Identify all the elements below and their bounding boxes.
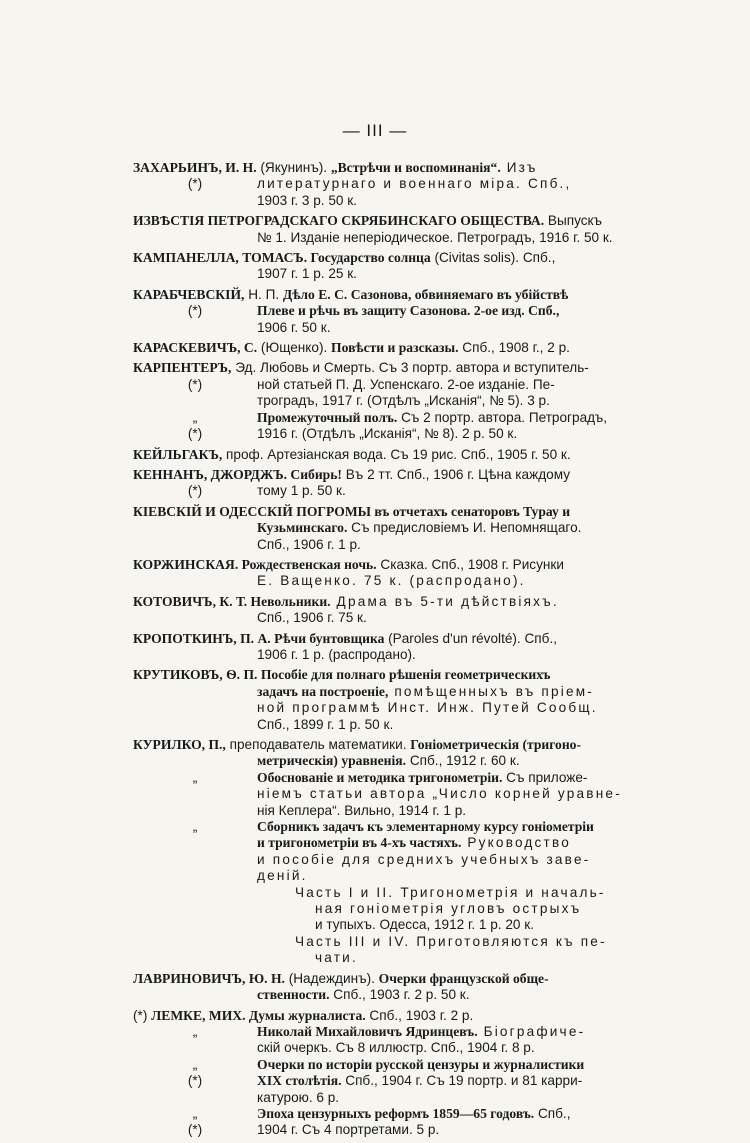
entry-text: 1906 г. 50 к.: [257, 319, 331, 335]
entry-author: ЛЕМКЕ, МИХ.: [151, 1007, 246, 1023]
entry-text: тому 1 р. 50 к.: [257, 483, 346, 499]
ditto-marker: „: [192, 819, 198, 835]
entry-text: нія Кеплера“. Вильно, 1914 г. 1 р.: [257, 802, 467, 818]
entry-title: Пособіе для полнаго рѣшенія геометрическихъ: [257, 667, 551, 683]
entry-title: задачъ на построеніе,: [257, 683, 389, 699]
entry-title: Обоснованіе и методика тригонометріи.: [257, 769, 503, 785]
entry-author: КОРЖИНСКАЯ.: [133, 556, 239, 572]
entry-text: Съ 2 портр. автора. Петроградъ,: [397, 409, 608, 425]
entry-part: Часть III и IV. Приготовляются къ пе-: [295, 933, 607, 949]
entry-author: КАРАБЧЕВСКІЙ,: [133, 286, 245, 302]
entry-text: Съ приложе-: [502, 769, 588, 785]
asterisk-marker: (*): [187, 1122, 203, 1138]
entry-text: Біографиче-: [477, 1023, 586, 1039]
entry-title: метрическія) уравненія.: [257, 753, 407, 769]
entry-author: ЗАХАРЬИНЪ, И. Н.: [133, 160, 257, 175]
entry-text: Выпускъ: [544, 213, 603, 229]
list-item: [133, 667, 615, 733]
entry-author: КРОПОТКИНЪ, П. А.: [133, 630, 271, 646]
ditto-marker: „: [192, 1023, 198, 1039]
entry-author: КАРАСКЕВИЧЪ, С.: [133, 340, 258, 356]
entry-title: Кузьминскаго.: [257, 520, 348, 536]
entry-text: преподаватель математики.: [225, 737, 411, 752]
entry-text: № 1. Изданіе неперіодическое. Петроградъ, 1916 г. 50 к.: [257, 229, 613, 245]
entry-text: катурою. 6 р.: [257, 1089, 340, 1105]
entry-text: Спб., 1899 г. 1 р. 50 к.: [257, 716, 394, 732]
entry-text: 1906 г. 1 р. (распродано).: [257, 646, 416, 662]
entry-author: ЛАВРИНОВИЧЪ, Ю. Н.: [133, 970, 285, 986]
entry-title: въ отчетахъ сенаторовъ Турау и: [371, 503, 571, 519]
entry-title: „Встрѣчи и воспоминанія“.: [330, 160, 501, 175]
entry-title: Повѣсти и разсказы.: [331, 340, 459, 356]
asterisk-marker: (*): [187, 1073, 203, 1089]
entry-text: 1904 г. Съ 4 портретами. 5 р.: [257, 1122, 440, 1138]
list-item: [133, 467, 615, 500]
list-item: [133, 360, 615, 442]
entry-text: Спб., 1903 г. 2 р.: [365, 1007, 474, 1023]
entry-text: (Ющенко).: [257, 340, 332, 356]
entry-title: Очерки по исторіи русской цензуры и журналистики: [257, 1056, 585, 1072]
entry-text: Сказка. Спб., 1908 г. Рисунки: [376, 556, 564, 572]
entry-title: Рождественская ночь.: [238, 556, 377, 572]
entry-text: 1916 г. (Отдѣлъ „Исканія“, № 8). 2 р. 50 к.: [257, 426, 518, 442]
entry-part: ная гоніометрія угловъ острыхъ: [315, 901, 582, 917]
list-item: [133, 971, 615, 1004]
asterisk-marker: (*): [133, 1007, 152, 1023]
entry-title: Николай Михайловичъ Ядринцевъ.: [257, 1023, 478, 1039]
entry-author: КРУТИКОВЪ, Ѳ. П.: [133, 667, 258, 683]
entry-part: Часть I и II. Тригонометрія и началь-: [295, 884, 606, 900]
ditto-marker: „: [192, 1056, 198, 1072]
entry-text: Спб., 1908 г., 2 р.: [458, 340, 570, 356]
entry-title: Промежуточный полъ.: [257, 409, 398, 425]
list-item: [133, 631, 615, 664]
entry-text: Спб., 1904 г. Съ 19 портр. и 81 карри-: [341, 1073, 583, 1089]
entry-title: Рѣчи бунтовщика: [270, 630, 385, 646]
list-item: [133, 557, 615, 590]
entry-text: деній.: [257, 868, 308, 884]
entry-author: ИЗВѢСТІЯ ПЕТРОГРАДСКАГО СКРЯБИНСКАГО ОБЩЕСТВА.: [133, 213, 545, 229]
list-item: [133, 287, 615, 336]
entry-author: КУРИЛКО, П.,: [133, 737, 226, 752]
entry-text: Спб., 1906 г. 75 к.: [257, 610, 367, 626]
entry-author: КЕННАНЪ, ДЖОРДЖЪ.: [133, 466, 287, 482]
entry-text: (Надеждинъ).: [284, 970, 379, 986]
entry-text: Драма въ 5-ти дѣйствіяхъ.: [330, 593, 559, 609]
list-item: [133, 160, 615, 209]
entry-text: Н. П.: [244, 286, 283, 302]
entry-title: Плеве и рѣчь въ защиту Сазонова.: [257, 303, 471, 319]
entry-title: Государство солнца: [307, 250, 431, 266]
entry-part: чати.: [315, 950, 358, 966]
entry-title: Сибирь!: [287, 466, 342, 482]
list-item: [133, 1008, 615, 1139]
entry-text: Руководство: [461, 835, 572, 851]
asterisk-marker: (*): [187, 376, 203, 392]
entry-author: КІЕВСКІЙ И ОДЕССКІЙ ПОГРОМЫ: [133, 503, 372, 519]
entry-text: Съ предисловіемъ И. Непомнящаго.: [347, 520, 582, 536]
entry-text: 1903 г. 3 р. 50 к.: [257, 192, 357, 208]
entry-author: КАМПАНЕЛЛА, ТОМАСЪ.: [133, 250, 308, 266]
entry-text: Спб., 1912 г. 60 к.: [406, 753, 520, 769]
page-number: — III —: [342, 121, 408, 140]
entry-text: (Якунинъ).: [256, 160, 331, 175]
asterisk-marker: (*): [187, 176, 203, 192]
list-item: [133, 447, 615, 463]
entry-author: КАРПЕНТЕРЪ,: [133, 360, 232, 376]
entry-title: ственности.: [257, 987, 330, 1003]
entry-text: Е. Ващенко. 75 к. (распродано).: [257, 573, 526, 589]
ditto-marker: „: [192, 1105, 198, 1121]
entry-text: Спб., 1903 г. 2 р. 50 к.: [329, 987, 470, 1003]
entry-title: Дѣло Е. С. Сазонова, обвиняемаго въ убійствѣ: [282, 286, 569, 302]
entry-title: Думы журналиста.: [245, 1007, 366, 1023]
asterisk-marker: (*): [187, 483, 203, 499]
entry-text: 1907 г. 1 р. 25 к.: [257, 266, 357, 282]
entry-text: троградъ, 1917 г. (Отдѣлъ „Исканія“, № 5). 3 р.: [257, 393, 550, 409]
entry-text: ной статьей П. Д. Успенскаго. 2-ое изданіе. Пе-: [257, 376, 555, 392]
entry-text: ной программѣ Инст. Инж. Путей Сообщ.: [257, 700, 598, 716]
entry-text: 2-ое изд. Спб.,: [470, 303, 560, 319]
entry-text: (Paroles d'un révolté). Спб.,: [384, 630, 557, 646]
list-item: [133, 340, 615, 356]
entry-title: Сборникъ задачъ къ элементарному курсу гоніометріи: [257, 819, 594, 835]
entry-text: Въ 2 тт. Спб., 1906 г. Цѣна каждому: [341, 466, 570, 482]
entry-text: (Civitas solis). Спб.,: [430, 250, 556, 266]
entry-text: Изъ: [500, 160, 538, 175]
entry-text: помѣщенныхъ въ пріем-: [388, 683, 594, 699]
list-item: [133, 213, 615, 246]
asterisk-marker: (*): [187, 426, 203, 442]
entry-author: КОТОВИЧЪ, К. Т.: [133, 593, 248, 609]
entry-author: КЕЙЛЬГАКЪ,: [133, 446, 223, 462]
asterisk-marker: (*): [187, 303, 203, 319]
bibliography-list: [133, 160, 622, 1143]
ditto-marker: „: [192, 409, 198, 425]
entry-text: проф. Артезіанская вода. Съ 19 рис. Спб., 1905 г. 50 к.: [222, 446, 571, 462]
entry-title: Гоніометрическія (тригоно-: [410, 737, 582, 752]
entry-title: Эпоха цензурныхъ реформъ 1859—65 годовъ.: [257, 1105, 535, 1121]
entry-text: Эд. Любовь и Смерть. Съ 3 портр. автора и вступитель-: [231, 360, 589, 376]
entry-text: Спб.,: [534, 1105, 571, 1121]
entry-part: и тупыхъ. Одесса, 1912 г. 1 р. 20 к.: [315, 917, 534, 933]
entry-text: и пособіе для среднихъ учебныхъ заве-: [257, 851, 591, 867]
list-item: [133, 250, 615, 283]
ditto-marker: „: [192, 769, 198, 785]
entry-title: XIX столѣтія.: [257, 1073, 342, 1089]
list-item: [133, 594, 615, 627]
entry-title: Очерки французской обще-: [378, 970, 549, 986]
entry-text: скій очеркъ. Съ 8 иллюстр. Спб., 1904 г. 8 р.: [257, 1040, 535, 1056]
entry-text: Спб., 1906 г. 1 р.: [257, 536, 361, 552]
entry-title: и тригонометріи въ 4-хъ частяхъ.: [257, 835, 462, 851]
entry-text: литературнаго и военнаго міра. Спб.,: [257, 176, 572, 192]
entry-title: Невольники.: [247, 593, 331, 609]
list-item: [133, 737, 622, 967]
entry-text: ніемъ статьи автора „Число корней уравне-: [257, 786, 622, 802]
list-item: [133, 504, 615, 553]
